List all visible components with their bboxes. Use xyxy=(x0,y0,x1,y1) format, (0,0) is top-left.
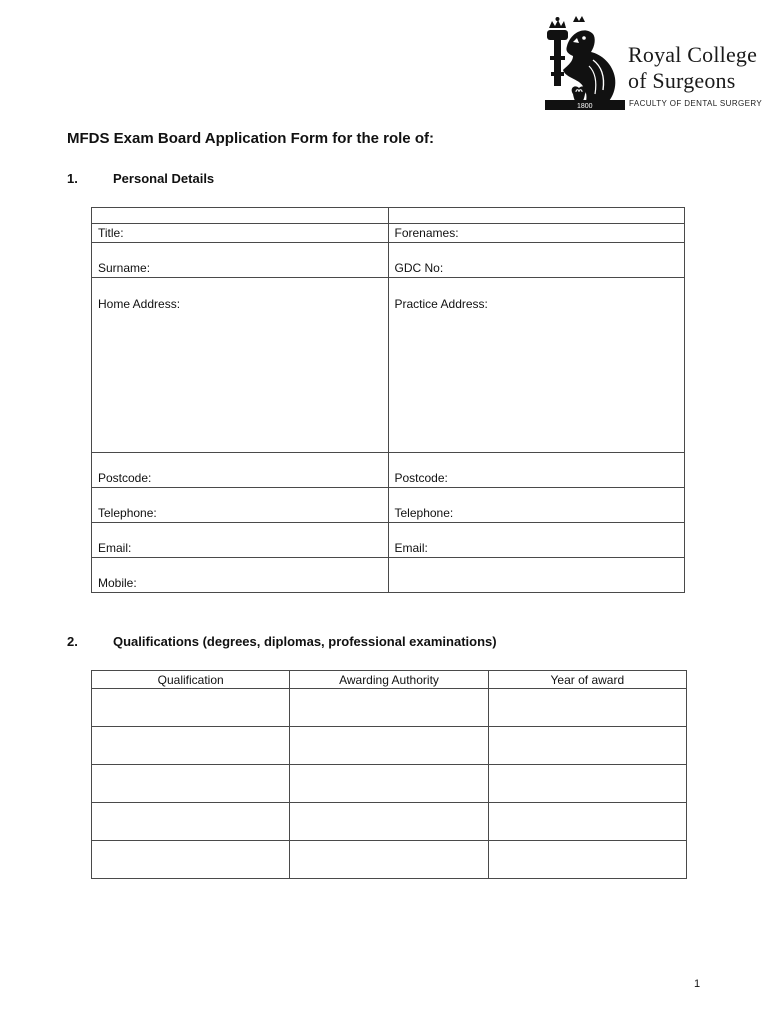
qualification-cell[interactable] xyxy=(92,689,290,727)
table-row xyxy=(92,841,687,879)
home-address-label: Home Address: xyxy=(98,297,181,311)
surname-field[interactable] xyxy=(92,243,389,278)
surname-label: Surname: xyxy=(98,261,151,275)
rcs-griffin-crest-icon xyxy=(543,16,625,112)
practice-telephone-field[interactable] xyxy=(388,488,685,523)
personal-details-table xyxy=(91,207,685,593)
table-row xyxy=(92,765,687,803)
practice-email-label: Email: xyxy=(394,541,428,555)
page-number: 1 xyxy=(694,978,701,990)
svg-text:1800: 1800 xyxy=(577,103,593,110)
practice-telephone-label: Telephone: xyxy=(394,506,454,520)
mobile-field[interactable] xyxy=(92,558,389,593)
column-header-qualification: Qualification xyxy=(92,671,290,689)
qualification-cell[interactable] xyxy=(92,765,290,803)
section-2-number: 2. xyxy=(67,634,78,649)
awarding-authority-cell[interactable] xyxy=(290,727,488,765)
home-email-label: Email: xyxy=(98,541,132,555)
mobile-label: Mobile: xyxy=(98,576,137,590)
logo-text-faculty: FACULTY OF DENTAL SURGERY xyxy=(629,99,763,108)
qualification-cell[interactable] xyxy=(92,841,290,879)
column-header-awarding-authority: Awarding Authority xyxy=(290,671,488,689)
awarding-authority-cell[interactable] xyxy=(290,803,488,841)
year-of-award-cell[interactable] xyxy=(488,841,686,879)
qualifications-table xyxy=(91,670,687,879)
logo-text-of-surgeons: of Surgeons xyxy=(628,68,736,93)
home-email-field[interactable] xyxy=(92,523,389,558)
section-1-title: Personal Details xyxy=(113,171,215,186)
practice-address-field[interactable] xyxy=(388,278,685,453)
table-row xyxy=(92,803,687,841)
column-header-year-of-award: Year of award xyxy=(488,671,686,689)
home-telephone-label: Telephone: xyxy=(98,506,157,520)
year-of-award-cell[interactable] xyxy=(488,727,686,765)
title-label: Title: xyxy=(98,226,124,240)
personal-details-cell[interactable] xyxy=(388,208,685,224)
practice-email-field[interactable] xyxy=(388,523,685,558)
table-row xyxy=(92,689,687,727)
gdc-no-field[interactable] xyxy=(388,243,685,278)
title-field[interactable] xyxy=(92,224,389,243)
section-2-title: Qualifications (degrees, diplomas, professional examinations) xyxy=(113,634,497,649)
practice-address-label: Practice Address: xyxy=(394,297,488,311)
practice-postcode-label: Postcode: xyxy=(394,471,448,485)
qualification-cell[interactable] xyxy=(92,727,290,765)
awarding-authority-cell[interactable] xyxy=(290,689,488,727)
qualification-cell[interactable] xyxy=(92,803,290,841)
home-telephone-field[interactable] xyxy=(92,488,389,523)
form-title: MFDS Exam Board Application Form for the role of: xyxy=(67,130,434,147)
personal-details-cell[interactable] xyxy=(92,208,389,224)
rcs-logo xyxy=(543,16,763,112)
year-of-award-cell[interactable] xyxy=(488,689,686,727)
year-of-award-cell[interactable] xyxy=(488,765,686,803)
home-postcode-field[interactable] xyxy=(92,453,389,488)
home-postcode-label: Postcode: xyxy=(98,471,152,485)
gdc-no-label: GDC No: xyxy=(394,261,444,275)
awarding-authority-cell[interactable] xyxy=(290,765,488,803)
table-row xyxy=(92,727,687,765)
awarding-authority-cell[interactable] xyxy=(290,841,488,879)
home-address-field[interactable] xyxy=(92,278,389,453)
logo-text-royal-college: Royal College xyxy=(628,42,758,67)
empty-field[interactable] xyxy=(388,558,685,593)
section-1-number: 1. xyxy=(67,171,78,186)
year-of-award-cell[interactable] xyxy=(488,803,686,841)
forenames-label: Forenames: xyxy=(394,226,459,240)
practice-postcode-field[interactable] xyxy=(388,453,685,488)
forenames-field[interactable] xyxy=(388,224,685,243)
